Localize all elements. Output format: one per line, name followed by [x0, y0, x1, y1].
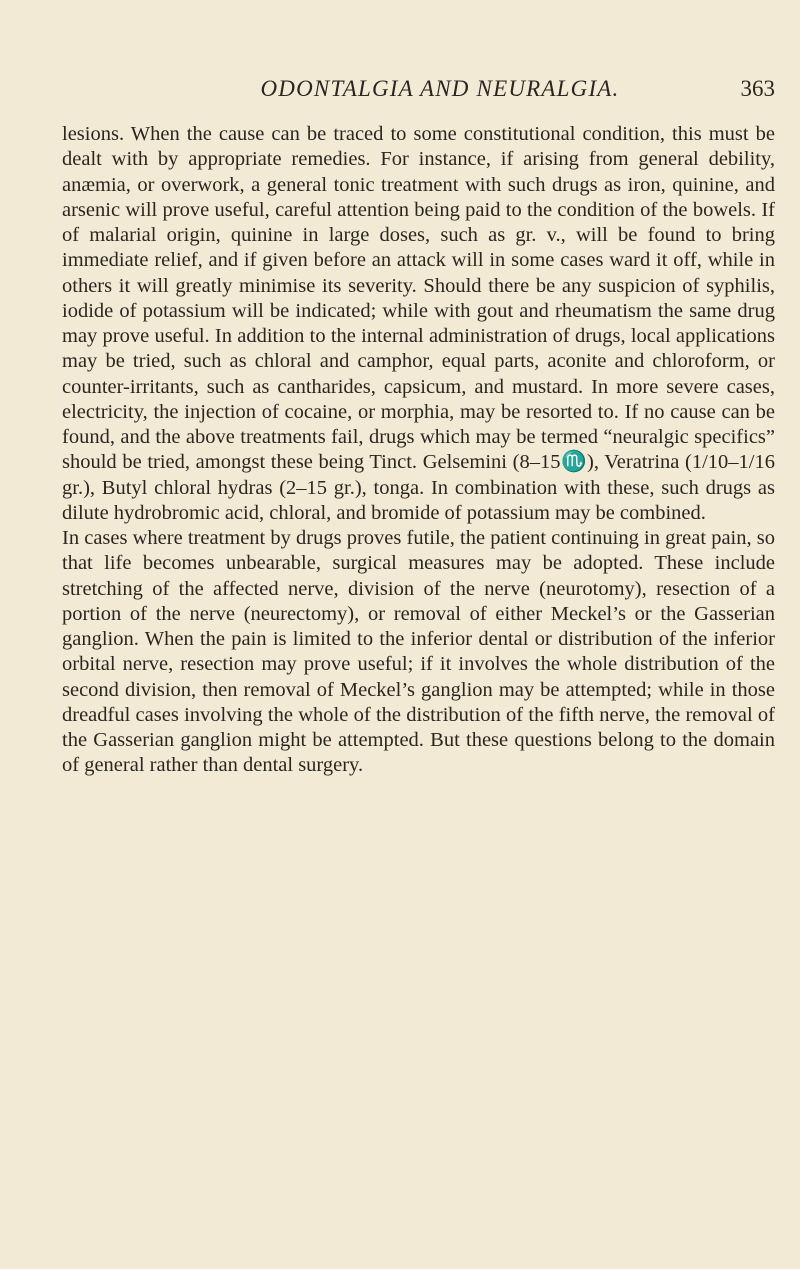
paragraph-drug-treatment: lesions. When the cause can be traced to some constitutional condition, this must be dealt with by appropriate remedies. For instance, if arising from general debility, anæmia, or overwork, a general tonic treatment with such drugs as iron, quinine, and arsenic will prove useful, careful attention being paid to the condition of the bowels. If of malarial origin, quinine in large doses, such as gr. v., will be found to bring immediate relief, and if given before an attack will in some cases ward it off, while in others it will greatly minimise its severity. Should there be any suspicion of syphilis, iodide of potassium will be indicated; while with gout and rheumatism the same drug may prove useful. In addition to the internal administration of drugs, local applications may be tried, such as chloral and camphor, equal parts, aconite and chloroform, or counter-irritants, such as cantharides, capsicum, and mustard. In more severe cases, electricity, the injection of cocaine, or morphia, may be resorted to. If no cause can be found, and the above treatments fail, drugs which may be termed “neuralgic specifics” should be tried, amongst these being Tinct. Gelsemini (8–15♏), Veratrina (1/10–1/16 gr.), Butyl chloral hydras (2–15 gr.), tonga. In combination with these, such drugs as dilute hydrobromic acid, chloral, and bromide of potassium may be combined. — [62, 123, 775, 524]
page-header — [160, 76, 775, 110]
running-title: ODONTALGIA AND NEURALGIA. — [260, 76, 620, 101]
paragraph-surgical-treatment: In cases where treatment by drugs proves futile, the patient continuing in great pain, so that life becomes unbearable, surgical measures may be adopted. These include stretching of the affected nerve, division of the nerve (neurotomy), resection of a portion of the nerve (neurectomy), or removal of either Meckel’s or the Gasserian ganglion. When the pain is limited to the inferior dental or distribution of the inferior orbital nerve, resection may prove useful; if it involves the whole distribution of the second division, then removal of Meckel’s ganglion may be attempted; while in those dreadful cases involving the whole of the distribution of the fifth nerve, the removal of the Gasserian ganglion might be attempted. But these questions belong to the domain of general rather than dental surgery. — [62, 527, 775, 777]
body-text — [62, 122, 775, 779]
page-number: 363 — [740, 76, 775, 101]
